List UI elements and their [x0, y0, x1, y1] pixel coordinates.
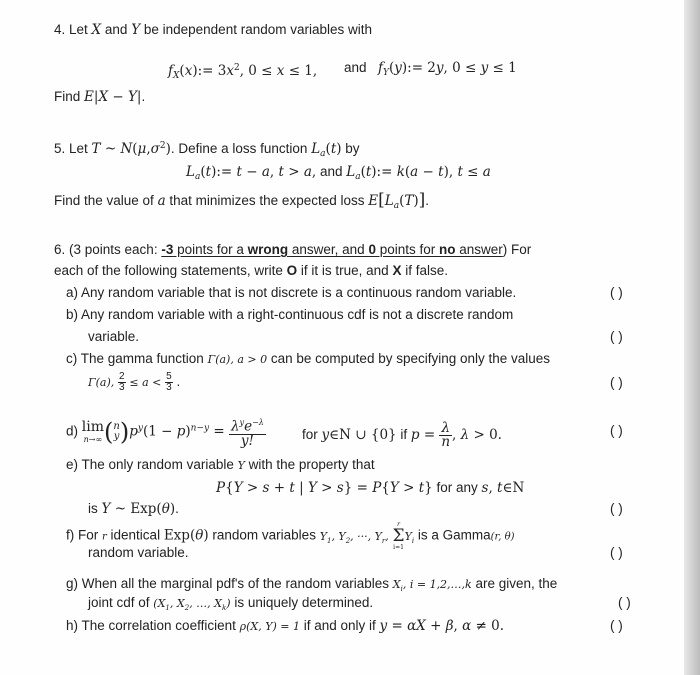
q6d-label: d) — [66, 423, 79, 439]
q4-density-fy: $f_Y(y):= 2y$, 0 ≤ y ≤ 1 — [378, 60, 517, 78]
q6c-statement-cont: Γ(a), $\frac{2}{3}$ ≤ a < $\frac{5}{3}$ . — [88, 371, 181, 393]
q6h-statement: h) The correlation coefficient ρ(X, Y) = 1 if and only if y = αX + β, α ≠ 0. — [66, 618, 505, 634]
q5-loss-definition: $L_a(t):= t - a$, t > a, and $L_a(t):= k(a - t)$, t ≤ a — [186, 164, 491, 182]
q6-intro-b: ) For — [502, 242, 532, 257]
q6c-statement: c) The gamma function Γ(a), a > 0 can be computed by specifying only the values — [66, 351, 551, 366]
q6e-answer-blank[interactable]: ( ) — [610, 501, 623, 516]
q5-find: Find the value of a that minimizes the expected loss $E[L_a(T)]$. — [54, 190, 430, 211]
q6-penalty-note: -3 points for a wrong answer, and 0 points for no answer — [161, 242, 503, 257]
q4-density-fx: $f_X(x):= 3x^2$, 0 ≤ x ≤ 1, — [168, 63, 318, 81]
q6e-statement-cont: is Y ~ Exp(θ). — [88, 501, 179, 517]
q6g-statement: g) When all the marginal pdf's of the random variables $X_i$, i = 1,2,…,k are given, the — [66, 576, 558, 594]
q6-intro-line1 — [54, 241, 531, 259]
q6h-answer-blank[interactable]: ( ) — [610, 618, 623, 633]
page-edge-shadow — [684, 0, 700, 675]
q6d-statement: d) lim n→∞ (n $y)p^y(1 - p)^{n-y}$ = $\frac{\lambda^ye^{-\lambda}}{y!}$ — [66, 417, 264, 449]
q6b-statement-cont: variable. — [88, 329, 140, 344]
q6-intro-a: 6. (3 points each: — [54, 242, 162, 257]
q6d-condition: for y∈N ∪ {0} if p = $\frac{\lambda}{n}$ , λ > 0. — [302, 420, 502, 450]
q6f-answer-blank[interactable]: ( ) — [610, 545, 623, 560]
q6d-answer-blank[interactable]: ( ) — [610, 423, 623, 438]
q6e-formula: P{Y > s + t | Y > s} = P{Y > t} for any s, t∈N — [216, 480, 525, 496]
q6f-statement-cont: random variable. — [88, 545, 189, 560]
q6f-statement: f) For r identical Exp(θ) random variables $Y_1$, $Y_2$, ···, $Y_r$, r Σ i=1 $Y_i$ is a Gamma(r, θ) — [66, 521, 515, 551]
q6a-answer-blank[interactable]: ( ) — [610, 285, 623, 300]
q4-intro: 4. Let X and Y be independent random variables with — [54, 22, 373, 38]
q6b-answer-blank[interactable]: ( ) — [610, 329, 623, 344]
q6-intro-line2: each of the following statements, write O if it is true, and X if false. — [54, 263, 448, 278]
q6b-statement: b) Any random variable with a right-continuous cdf is not a discrete random — [66, 307, 514, 322]
q4-and: and — [344, 60, 367, 75]
q5-intro: 5. Let T ~ $N(\mu,\sigma^2)$. Define a loss function $L_a(t)$ by — [54, 141, 360, 159]
q4-find: Find E|X − Y|. — [54, 89, 146, 105]
q6g-statement-cont: joint cdf of ($X_1$, $X_2$, …, $X_k$) is uniquely determined. — [88, 595, 374, 613]
q6e-statement: e) The only random variable Y with the property that — [66, 457, 375, 472]
q6g-answer-blank[interactable]: ( ) — [618, 595, 631, 610]
q6c-answer-blank[interactable]: ( ) — [610, 375, 623, 390]
q6a-statement: a) Any random variable that is not discrete is a continuous random variable. — [66, 285, 517, 300]
